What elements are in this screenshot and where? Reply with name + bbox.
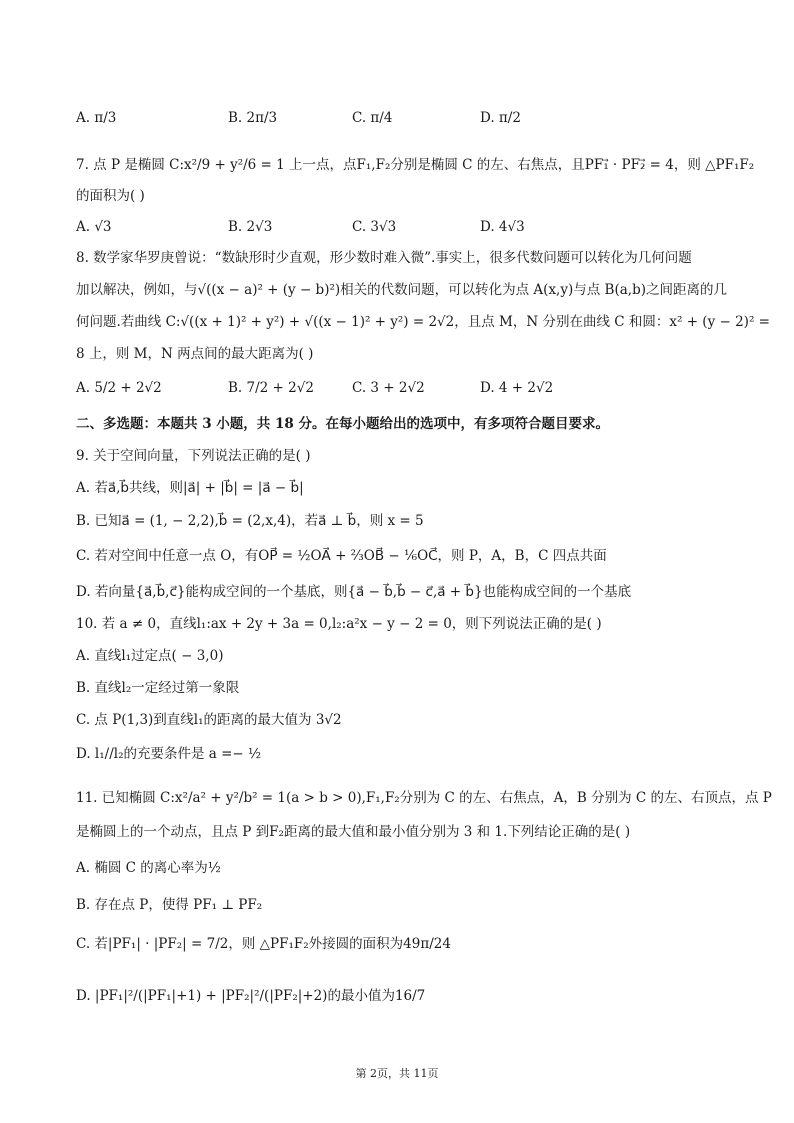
- q7-stem-line2: 的面积为( ): [76, 188, 145, 204]
- q8-options: [76, 378, 716, 398]
- q7-option-c: C. 3√3: [352, 219, 397, 235]
- q11-stem-line2: 是椭圆上的一个动点，且点 P 到F₂距离的最大值和最小值分别为 3 和 1.下列结论正确的是( ): [76, 824, 631, 840]
- q6-option-d: D. π/2: [480, 110, 521, 126]
- q10-stem: 10. 若 a ≠ 0，直线l₁:ax + 2y + 3a = 0,l₂:a²x − y − 2 = 0，则下列说法正确的是( ): [76, 616, 602, 632]
- q6-options: [76, 108, 716, 128]
- q9-option-b: B. 已知a⃗ = (1, − 2,2),b⃗ = (2,x,4)，若a⃗ ⊥ b⃗，则 x = 5: [76, 513, 424, 529]
- q7-option-a: A. √3: [76, 219, 112, 235]
- q7-option-d: D. 4√3: [480, 219, 525, 235]
- q8-option-b: B. 7/2 + 2√2: [228, 380, 314, 396]
- q7-option-b: B. 2√3: [228, 219, 273, 235]
- q9-option-d: D. 若向量{a⃗,b⃗,c⃗}能构成空间的一个基底，则{a⃗ − b⃗,b⃗ − c⃗,a⃗ + b⃗}也能构成空间的一个基底: [76, 584, 632, 600]
- q10-option-a: A. 直线l₁过定点( − 3,0): [76, 648, 224, 664]
- q8-line3: 何问题.若曲线 C:√((x + 1)² + y²) + √((x − 1)² + y²) = 2√2，且点 M，N 分别在曲线 C 和圆：x² + (y − 2)² =: [76, 314, 770, 330]
- q9-stem: 9. 关于空间向量，下列说法正确的是( ): [76, 448, 311, 464]
- q7-stem-line1: 7. 点 P 是椭圆 C:x²/9 + y²/6 = 1 上一点，点F₁,F₂分别是椭圆 C 的左、右焦点，且PF₁⃗ · PF₂⃗ = 4，则 △PF₁F₂: [76, 157, 755, 173]
- q10-option-d: D. l₁//l₂的充要条件是 a =− ½: [76, 746, 262, 762]
- q9-option-a: A. 若a⃗,b⃗共线，则|a⃗| + |b⃗| = |a⃗ − b⃗|: [76, 480, 304, 496]
- q11-option-b: B. 存在点 P，使得 PF₁ ⊥ PF₂: [76, 897, 263, 913]
- q10-option-c: C. 点 P(1,3)到直线l₁的距离的最大值为 3√2: [76, 712, 342, 728]
- q8-line1: 8. 数学家华罗庚曾说：“数缺形时少直观，形少数时难入微”.事实上，很多代数问题可以转化为几何问题: [76, 250, 692, 266]
- q7-options: [76, 217, 716, 237]
- q8-option-d: D. 4 + 2√2: [480, 380, 554, 396]
- q8-line4: 8 上，则 M，N 两点间的最大距离为( ): [76, 346, 314, 362]
- section-heading-multiple-choice: 二、多选题：本题共 3 小题，共 18 分。在每小题给出的选项中，有多项符合题目要求。: [76, 416, 609, 432]
- q11-option-a: A. 椭圆 C 的离心率为½: [76, 860, 221, 876]
- q11-option-c: C. 若|PF₁| · |PF₂| = 7/2，则 △PF₁F₂外接圆的面积为49π/24: [76, 936, 451, 952]
- q8-option-a: A. 5/2 + 2√2: [76, 380, 162, 396]
- q6-option-b: B. 2π/3: [228, 110, 278, 126]
- q8-line2: 加以解决，例如，与√((x − a)² + (y − b)²)相关的代数问题，可以转化为点 A(x,y)与点 B(a,b)之间距离的几: [76, 282, 727, 298]
- q6-option-c: C. π/4: [352, 110, 393, 126]
- q10-option-b: B. 直线l₂一定经过第一象限: [76, 680, 240, 696]
- q11-option-d: D. |PF₁|²/(|PF₁|+1) + |PF₂|²/(|PF₂|+2)的最小值为16/7: [76, 988, 426, 1004]
- q8-option-c: C. 3 + 2√2: [352, 380, 425, 396]
- q6-option-a: A. π/3: [76, 110, 117, 126]
- q9-option-c: C. 若对空间中任意一点 O，有OP⃗ = ½OA⃗ + ⅔OB⃗ − ⅙OC⃗，则 P，A，B，C 四点共面: [76, 548, 607, 564]
- page-footer: 第 2页，共 11页: [355, 1067, 439, 1080]
- q11-stem-line1: 11. 已知椭圆 C:x²/a² + y²/b² = 1(a > b > 0),F₁,F₂分别为 C 的左、右焦点，A，B 分别为 C 的左、右顶点，点 P: [76, 790, 772, 806]
